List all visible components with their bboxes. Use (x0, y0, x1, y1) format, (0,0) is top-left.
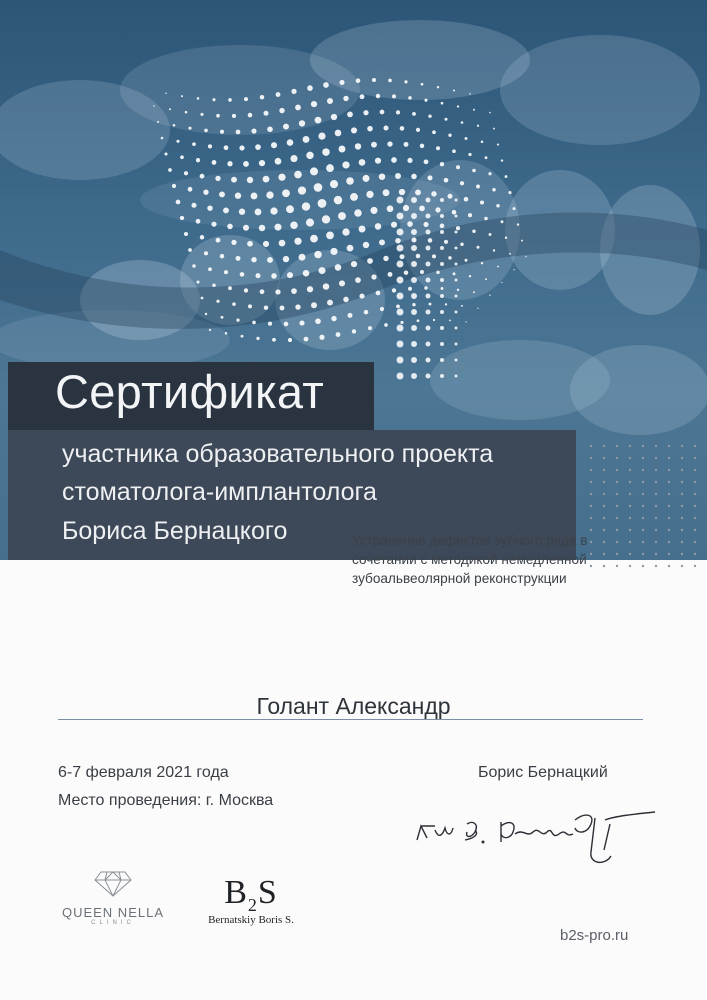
b2s-logo (192, 874, 310, 926)
event-place: Место проведения: г. Москва (58, 792, 274, 809)
name-underline (58, 719, 643, 720)
b2s-mark-s: S (257, 874, 278, 911)
queen-nella-logo (58, 868, 168, 926)
dot-pattern (585, 440, 700, 575)
queen-nella-sub: CLINIC (91, 920, 135, 926)
course-topic: Устранение дефектов зубного ряда в сочетании с методикой немедленной зубоальвеолярной реконструкции (352, 533, 588, 586)
handwritten-signature (405, 800, 655, 870)
subtitle-line-2: стоматолога-имплантолога (62, 478, 377, 506)
participant-name: Голант Александр (256, 693, 451, 719)
event-date: 6-7 февраля 2021 года (58, 764, 229, 781)
diamond-icon (93, 868, 133, 898)
subtitle-line-3: Бориса Бернацкого (62, 517, 288, 545)
queen-nella-name: QUEEN NELLA (61, 905, 165, 920)
certificate-title: Сертификат (55, 365, 325, 418)
b2s-mark-b: B (224, 874, 248, 911)
website-url: b2s-pro.ru (560, 927, 629, 944)
b2s-mark-2: 2 (247, 894, 258, 915)
subtitle-line-1: участника образовательного проекта (62, 440, 494, 468)
b2s-name: Bernatskiy Boris S. (208, 913, 294, 926)
signer-name: Борис Бернацкий (478, 764, 608, 781)
